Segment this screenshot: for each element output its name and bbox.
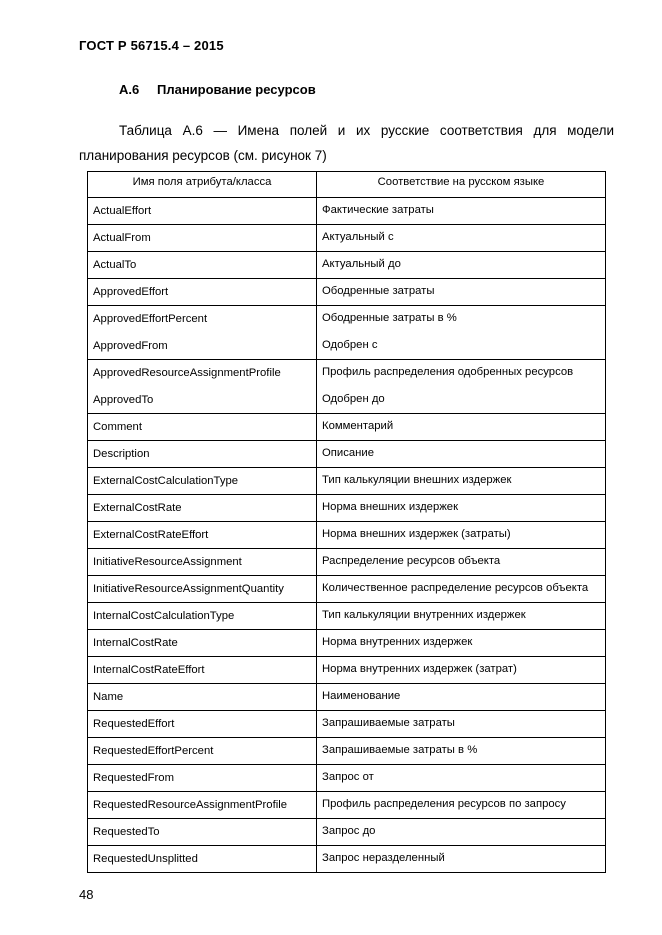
russian-name-cell: Одобрен до xyxy=(317,387,606,414)
table-row xyxy=(88,522,606,549)
table-row xyxy=(88,738,606,765)
attribute-name-cell: Description xyxy=(88,441,317,468)
russian-name-cell: Запрос от xyxy=(317,765,606,792)
attribute-name-cell: RequestedEffortPercent xyxy=(88,738,317,765)
russian-name-cell: Запрашиваемые затраты xyxy=(317,711,606,738)
attribute-name-cell: RequestedEffort xyxy=(88,711,317,738)
russian-name-cell: Актуальный с xyxy=(317,225,606,252)
table-header-row xyxy=(88,172,606,198)
table-row xyxy=(88,657,606,684)
russian-name-cell: Одобрен с xyxy=(317,333,606,360)
document-header: ГОСТ Р 56715.4 – 2015 xyxy=(79,38,224,53)
table-body xyxy=(88,198,606,873)
attribute-name-cell: InternalCostRateEffort xyxy=(88,657,317,684)
table-row xyxy=(88,333,606,360)
attribute-name-cell: InternalCostRate xyxy=(88,630,317,657)
russian-name-cell: Распределение ресурсов объекта xyxy=(317,549,606,576)
russian-name-cell: Норма внешних издержек xyxy=(317,495,606,522)
attribute-name-cell: ExternalCostCalculationType xyxy=(88,468,317,495)
section-heading xyxy=(119,82,316,97)
russian-name-cell: Профиль распределения ресурсов по запросу xyxy=(317,792,606,819)
attribute-name-cell: ApprovedResourceAssignmentProfile xyxy=(88,360,317,387)
attribute-name-cell: ExternalCostRateEffort xyxy=(88,522,317,549)
table-row xyxy=(88,711,606,738)
column-header-attribute: Имя поля атрибута/класса xyxy=(88,172,317,198)
attribute-name-cell: ApprovedEffort xyxy=(88,279,317,306)
table-row xyxy=(88,684,606,711)
attribute-name-cell: ApprovedFrom xyxy=(88,333,317,360)
attribute-name-cell: ActualTo xyxy=(88,252,317,279)
table-row xyxy=(88,846,606,873)
russian-name-cell: Тип калькуляции внутренних издержек xyxy=(317,603,606,630)
table-row xyxy=(88,198,606,225)
attribute-name-cell: Comment xyxy=(88,414,317,441)
attribute-name-cell: ApprovedEffortPercent xyxy=(88,306,317,333)
table-row xyxy=(88,360,606,387)
table-row xyxy=(88,468,606,495)
attribute-name-cell: RequestedUnsplitted xyxy=(88,846,317,873)
russian-name-cell: Ободренные затраты xyxy=(317,279,606,306)
russian-name-cell: Фактические затраты xyxy=(317,198,606,225)
russian-name-cell: Запрашиваемые затраты в % xyxy=(317,738,606,765)
attribute-name-cell: RequestedTo xyxy=(88,819,317,846)
russian-name-cell: Норма внутренних издержек (затрат) xyxy=(317,657,606,684)
attribute-name-cell: ExternalCostRate xyxy=(88,495,317,522)
table-row xyxy=(88,306,606,333)
russian-name-cell: Описание xyxy=(317,441,606,468)
attribute-name-cell: ApprovedTo xyxy=(88,387,317,414)
field-names-table xyxy=(87,171,606,873)
russian-name-cell: Тип калькуляции внешних издержек xyxy=(317,468,606,495)
table-row xyxy=(88,279,606,306)
table-caption: Таблица А.6 — Имена полей и их русские соответствия для модели планирования ресурсов (см. рисунок 7) xyxy=(79,123,614,163)
attribute-name-cell: InitiativeResourceAssignment xyxy=(88,549,317,576)
table-row xyxy=(88,819,606,846)
attribute-name-cell: RequestedResourceAssignmentProfile xyxy=(88,792,317,819)
table-row xyxy=(88,792,606,819)
column-header-russian: Соответствие на русском языке xyxy=(317,172,606,198)
table-row xyxy=(88,225,606,252)
table-row xyxy=(88,495,606,522)
russian-name-cell: Комментарий xyxy=(317,414,606,441)
russian-name-cell: Норма внутренних издержек xyxy=(317,630,606,657)
russian-name-cell: Запрос до xyxy=(317,819,606,846)
attribute-name-cell: Name xyxy=(88,684,317,711)
section-number: А.6 xyxy=(119,82,140,97)
table-row xyxy=(88,549,606,576)
page-number: 48 xyxy=(79,887,94,902)
attribute-name-cell: InternalCostCalculationType xyxy=(88,603,317,630)
attribute-name-cell: RequestedFrom xyxy=(88,765,317,792)
table-row xyxy=(88,576,606,603)
russian-name-cell: Наименование xyxy=(317,684,606,711)
table-row xyxy=(88,387,606,414)
russian-name-cell: Норма внешних издержек (затраты) xyxy=(317,522,606,549)
russian-name-cell: Ободренные затраты в % xyxy=(317,306,606,333)
attribute-name-cell: InitiativeResourceAssignmentQuantity xyxy=(88,576,317,603)
table-row xyxy=(88,414,606,441)
russian-name-cell: Профиль распределения одобренных ресурсов xyxy=(317,360,606,387)
table-row xyxy=(88,630,606,657)
russian-name-cell: Количественное распределение ресурсов объекта xyxy=(317,576,606,603)
table-row xyxy=(88,603,606,630)
table-row xyxy=(88,765,606,792)
section-title: Планирование ресурсов xyxy=(157,82,316,97)
table-row xyxy=(88,252,606,279)
russian-name-cell: Актуальный до xyxy=(317,252,606,279)
russian-name-cell: Запрос неразделенный xyxy=(317,846,606,873)
table-row xyxy=(88,441,606,468)
attribute-name-cell: ActualEffort xyxy=(88,198,317,225)
attribute-name-cell: ActualFrom xyxy=(88,225,317,252)
